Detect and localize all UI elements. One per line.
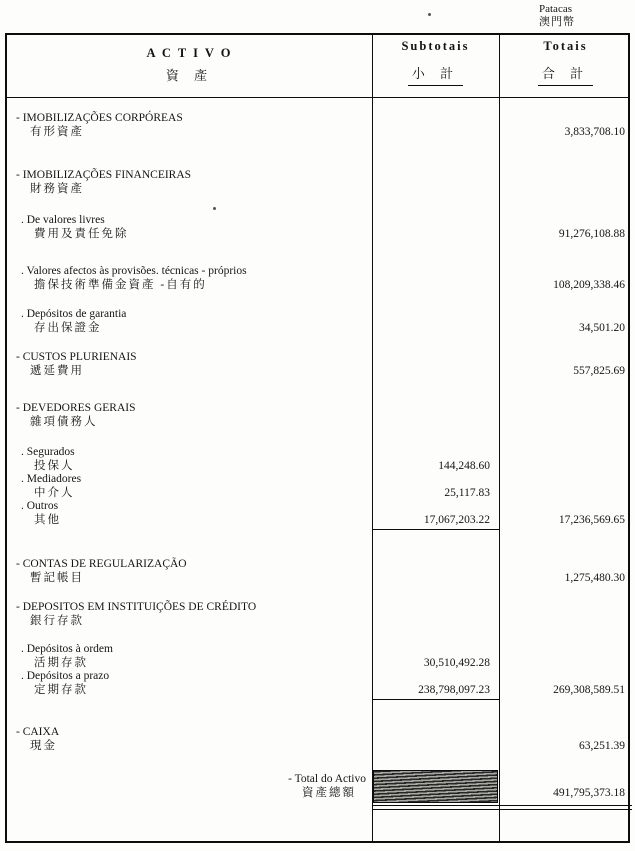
row-label-pt: . Depósitos de garantia xyxy=(21,308,127,320)
row-total: 91,276,108.88 xyxy=(558,228,625,240)
row-total: 1,275,480.30 xyxy=(564,572,625,584)
row-total: 3,833,708.10 xyxy=(564,126,625,138)
row-label-pt: - CUSTOS PLURIENAIS xyxy=(16,351,137,363)
row-label-zh: 雜項債務人 xyxy=(30,416,98,428)
row-label-pt: . Outros xyxy=(21,500,59,512)
header-activo-pt: A C T I V O xyxy=(146,46,233,60)
row-subtotal: 25,117.83 xyxy=(444,487,490,499)
row-total: 34,501.20 xyxy=(579,322,625,334)
header-subtotais-pt: Subtotais xyxy=(401,39,470,53)
table-row-total xyxy=(7,772,632,800)
table-row xyxy=(7,111,632,139)
row-label-pt: - CAIXA xyxy=(16,726,60,738)
row-label-zh: 財務資產 xyxy=(30,183,84,195)
total-label-pt: - Total do Activo xyxy=(288,773,366,785)
table-row xyxy=(7,307,632,335)
row-label-pt: . Valores afectos às provisões. técnicas - próprios xyxy=(21,265,247,277)
scan-speck xyxy=(428,13,431,16)
table-row xyxy=(7,669,632,697)
row-label-zh: 現金 xyxy=(30,740,57,752)
row-subtotal: 238,798,097.23 xyxy=(418,684,490,696)
row-label-pt: . Segurados xyxy=(21,446,75,458)
header-activo xyxy=(7,46,372,84)
table-row xyxy=(7,350,632,378)
table-row xyxy=(7,725,632,753)
header-activo-zh: 資 產 xyxy=(165,68,214,83)
row-label-zh: 擔保技術準備金資產 -自有的 xyxy=(34,279,207,291)
row-label-pt: . Depósitos à ordem xyxy=(21,643,113,655)
row-subtotal: 17,067,203.22 xyxy=(423,514,490,526)
row-label-zh: 活期存款 xyxy=(34,657,88,669)
row-label-zh: 遞延費用 xyxy=(30,365,84,377)
table-row xyxy=(7,472,632,500)
header-subtotais xyxy=(372,39,499,86)
header-totais-pt: Totais xyxy=(543,39,588,53)
row-total: 63,251.39 xyxy=(579,740,625,752)
double-rule-total xyxy=(499,805,632,810)
row-total: 557,825.69 xyxy=(573,365,625,377)
row-label-zh: 銀行存款 xyxy=(30,615,84,627)
row-label-pt: . Depósitos a prazo xyxy=(21,670,110,682)
row-label-zh: 有形資產 xyxy=(30,126,84,138)
total-amount: 491,795,373.18 xyxy=(553,787,625,799)
row-total: 108,209,338.46 xyxy=(553,279,625,291)
row-label-zh: 費用及責任免除 xyxy=(34,228,129,240)
table-row xyxy=(7,264,632,292)
double-rule-subtotal xyxy=(372,805,499,810)
row-subtotal: 30,510,492.28 xyxy=(423,657,490,669)
table-row xyxy=(7,600,632,628)
row-label-pt: - IMOBILIZAÇÕES FINANCEIRAS xyxy=(16,169,192,181)
table-row xyxy=(7,213,632,241)
header-subtotais-zh: 小 計 xyxy=(408,63,463,86)
row-label-pt: - IMOBILIZAÇÕES CORPÓREAS xyxy=(16,112,183,124)
table-row xyxy=(7,168,632,196)
subtotal-underline xyxy=(372,699,499,700)
balance-sheet-table xyxy=(5,33,630,843)
row-label-pt: - CONTAS DE REGULARIZAÇÃO xyxy=(16,558,187,570)
header-totais-zh: 合 計 xyxy=(538,63,593,86)
row-label-zh: 中介人 xyxy=(34,487,75,499)
table-row xyxy=(7,401,632,429)
column-divider xyxy=(372,35,373,841)
row-label-zh: 存出保證金 xyxy=(34,322,102,334)
row-label-pt: . Mediadores xyxy=(21,473,82,485)
row-subtotal: 144,248.60 xyxy=(438,460,490,472)
currency-note-zh: 澳門幣 xyxy=(539,16,575,28)
table-row xyxy=(7,557,632,585)
subtotal-underline xyxy=(372,529,499,530)
table-row xyxy=(7,445,632,473)
column-divider xyxy=(499,35,500,841)
redacted-subtotal-scribble xyxy=(373,770,498,803)
row-label-pt: - DEPOSITOS EM INSTITUIÇÕES DE CRÉDITO xyxy=(16,601,257,613)
row-label-zh: 其他 xyxy=(34,514,61,526)
row-total: 17,236,569.65 xyxy=(558,514,625,526)
header-divider xyxy=(7,97,628,98)
row-label-zh: 投保人 xyxy=(34,460,75,472)
table-row xyxy=(7,642,632,670)
currency-note xyxy=(539,3,575,29)
row-label-zh: 定期存款 xyxy=(34,684,88,696)
total-label-zh: 資產總額 xyxy=(302,787,356,799)
row-total: 269,308,589.51 xyxy=(553,684,625,696)
currency-note-pt: Patacas xyxy=(539,3,572,15)
row-label-zh: 暫記帳目 xyxy=(30,572,84,584)
row-label-pt: - DEVEDORES GERAIS xyxy=(16,402,136,414)
row-label-pt: . De valores livres xyxy=(21,214,105,226)
table-row xyxy=(7,499,632,527)
header-totais xyxy=(499,39,632,86)
